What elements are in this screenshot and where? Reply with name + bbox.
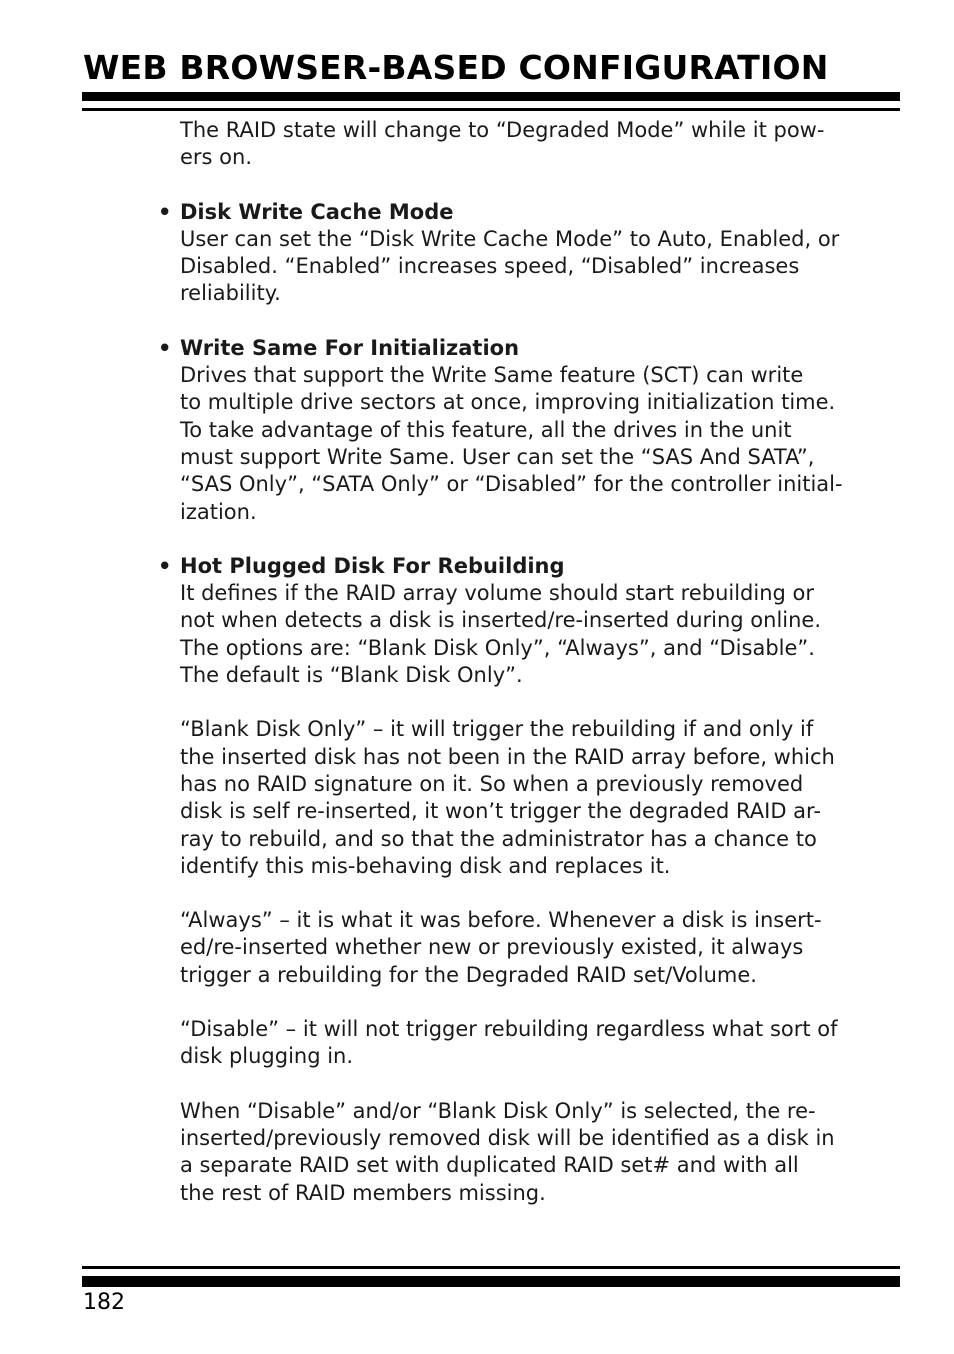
- text-line: ed/re-inserted whether new or previously existed, it always: [180, 935, 804, 960]
- text-line: ization.: [180, 499, 257, 524]
- text-line: User can set the “Disk Write Cache Mode” to Auto, Enabled, or: [180, 226, 840, 251]
- paragraph-disable: [180, 1016, 904, 1071]
- text-line: Drives that support the Write Same feature (SCT) can write: [180, 363, 804, 388]
- section-write-same-for-initialization: [158, 335, 904, 526]
- text-line: To take advantage of this feature, all the drives in the unit: [180, 417, 792, 442]
- footer-rule-thin: [82, 1266, 900, 1269]
- section-title: Write Same For Initialization: [180, 335, 520, 360]
- text-line: the rest of RAID members missing.: [180, 1180, 546, 1205]
- text-line: has no RAID signature on it. So when a previously removed: [180, 771, 804, 796]
- text-line: reliability.: [180, 281, 281, 306]
- footer-rule-thick: [82, 1276, 900, 1287]
- section-hot-plugged-disk-for-rebuilding: [158, 553, 904, 689]
- text-line: “Disable” – it will not trigger rebuilding regardless what sort of: [180, 1017, 838, 1042]
- section-heading: [158, 553, 904, 580]
- text-line: “SAS Only”, “SATA Only” or “Disabled” for the controller initial-: [180, 472, 843, 497]
- header-rule-thin: [82, 108, 900, 111]
- text-line: “Blank Disk Only” – it will trigger the rebuilding if and only if: [180, 717, 814, 742]
- paragraph-note: [180, 1098, 904, 1207]
- bullet-icon: •: [158, 553, 172, 578]
- text-line: must support Write Same. User can set the “SAS And SATA”,: [180, 444, 815, 469]
- bullet-icon: •: [158, 199, 172, 224]
- text-line: It defines if the RAID array volume should start rebuilding or: [180, 581, 815, 606]
- text-line: The options are: “Blank Disk Only”, “Always”, and “Disable”.: [180, 635, 815, 660]
- page-number: 182: [83, 1290, 125, 1315]
- text-line: inserted/previously removed disk will be identified as a disk in: [180, 1125, 835, 1150]
- text-line: disk is self re-inserted, it won’t trigger the degraded RAID ar-: [180, 799, 821, 824]
- text-line: “Always” – it is what it was before. Whenever a disk is insert-: [180, 908, 822, 933]
- paragraph-blank-disk-only: [180, 716, 904, 880]
- text-line: the inserted disk has not been in the RAID array before, which: [180, 744, 835, 769]
- section-title: Disk Write Cache Mode: [180, 199, 454, 224]
- page-title: WEB BROWSER-BASED CONFIGURATION: [83, 48, 829, 87]
- text-line: The default is “Blank Disk Only”.: [180, 663, 523, 688]
- text-line: The RAID state will change to “Degraded Mode” while it pow-: [180, 118, 825, 142]
- text-line: to multiple drive sectors at once, improving initialization time.: [180, 390, 836, 415]
- paragraph-always: [180, 907, 904, 989]
- text-line: trigger a rebuilding for the Degraded RAID set/Volume.: [180, 962, 757, 987]
- text-line: disk plugging in.: [180, 1044, 354, 1069]
- text-line: ers on.: [180, 145, 253, 170]
- text-line: Disabled. “Enabled” increases speed, “Disabled” increases: [180, 254, 800, 279]
- header-rule-thick: [82, 92, 900, 101]
- text-line: identify this mis-behaving disk and replaces it.: [180, 853, 671, 878]
- text-line: When “Disable” and/or “Blank Disk Only” is selected, the re-: [180, 1098, 816, 1123]
- section-heading: [158, 199, 904, 226]
- section-disk-write-cache-mode: [158, 199, 904, 308]
- page-body: [158, 117, 904, 1207]
- section-heading: [158, 335, 904, 362]
- bullet-icon: •: [158, 335, 172, 360]
- text-line: ray to rebuild, and so that the administrator has a chance to: [180, 826, 817, 851]
- intro-paragraph: [180, 117, 904, 172]
- text-line: not when detects a disk is inserted/re-inserted during online.: [180, 608, 822, 633]
- text-line: a separate RAID set with duplicated RAID set# and with all: [180, 1153, 799, 1178]
- section-title: Hot Plugged Disk For Rebuilding: [180, 553, 565, 578]
